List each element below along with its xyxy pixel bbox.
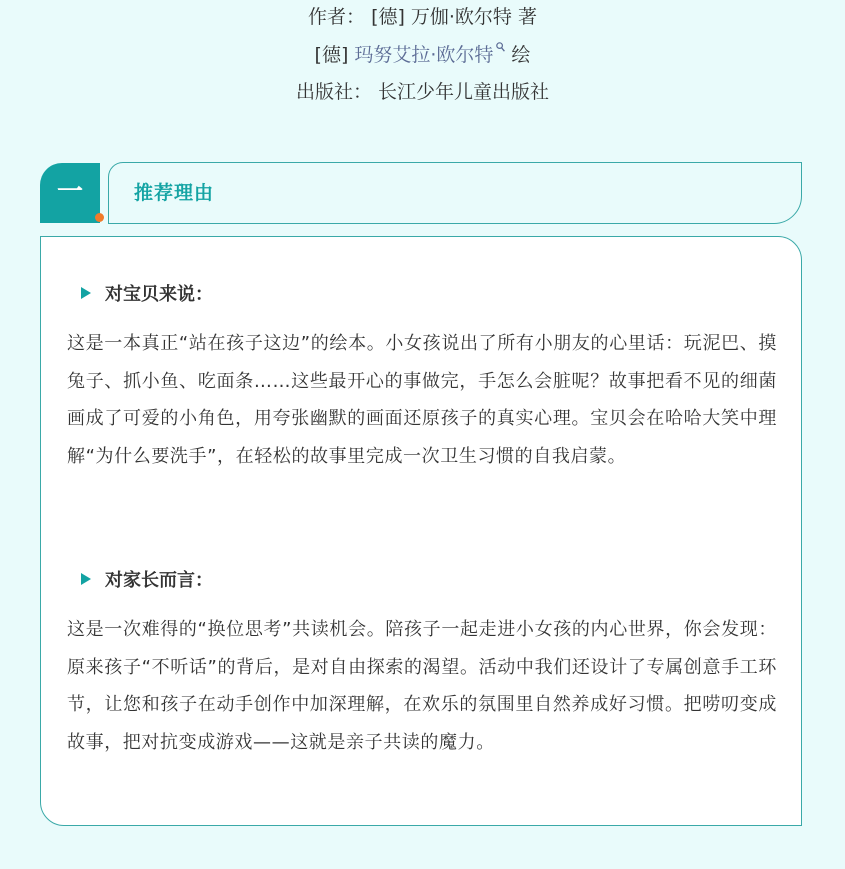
subsection-body-baby: 这是一本真正“站在孩子这边”的绘本。小女孩说出了所有小朋友的心里话：玩泥巴、摸兔子、抓小鱼、吃面条……这些最开心的事做完，手怎么会脏呢？故事把看不见的细菌画成了可爱的小角色，用夸张幽默的画面还原孩子的真实心理。宝贝会在哈哈大笑中理解“为什么要洗手”，在轻松的故事里完成一次卫生习惯的自我启蒙。 [67, 333, 777, 467]
illustrator-role: 绘 [511, 44, 531, 66]
illustrator-line [0, 40, 845, 70]
accent-dot [95, 213, 104, 222]
subsection-heading-parent [81, 567, 213, 595]
subsection-heading-baby [81, 281, 213, 309]
illustrator-name-link[interactable]: 玛努艾拉·欧尔特 [354, 44, 494, 66]
publisher-line [0, 77, 845, 107]
search-icon[interactable] [496, 42, 505, 52]
subsection-body-parent: 这是一次难得的“换位思考”共读机会。陪孩子一起走进小女孩的内心世界，你会发现：原来孩子“不听话”的背后，是对自由探索的渴望。活动中我们还设计了专属创意手工环节，让您和孩子在动手创作中加深理解，在欢乐的氛围里自然养成好习惯。把唠叨变成故事，把对抗变成游戏——这就是亲子共读的魔力。 [67, 619, 777, 753]
author-role: 著 [517, 6, 537, 28]
section-number-badge [40, 163, 100, 223]
section-title: 推荐理由 [134, 182, 215, 204]
author-line [0, 2, 845, 32]
publisher-label: 出版社： [295, 81, 372, 103]
subsection-heading-text: 对宝贝来说： [105, 284, 213, 305]
subsection-heading-text: 对家长而言： [105, 570, 213, 591]
author-nationality: [德] [371, 6, 405, 28]
author-name: 万伽·欧尔特 [410, 6, 512, 28]
section-number: 一 [56, 177, 83, 207]
publisher-name: 长江少年儿童出版社 [378, 81, 550, 103]
content-card [40, 236, 802, 826]
triangle-bullet-icon [81, 573, 91, 585]
author-label: 作者： [308, 6, 366, 28]
triangle-bullet-icon [81, 287, 91, 299]
illustrator-nationality: [德] [314, 44, 349, 66]
section-title-box [108, 162, 802, 224]
